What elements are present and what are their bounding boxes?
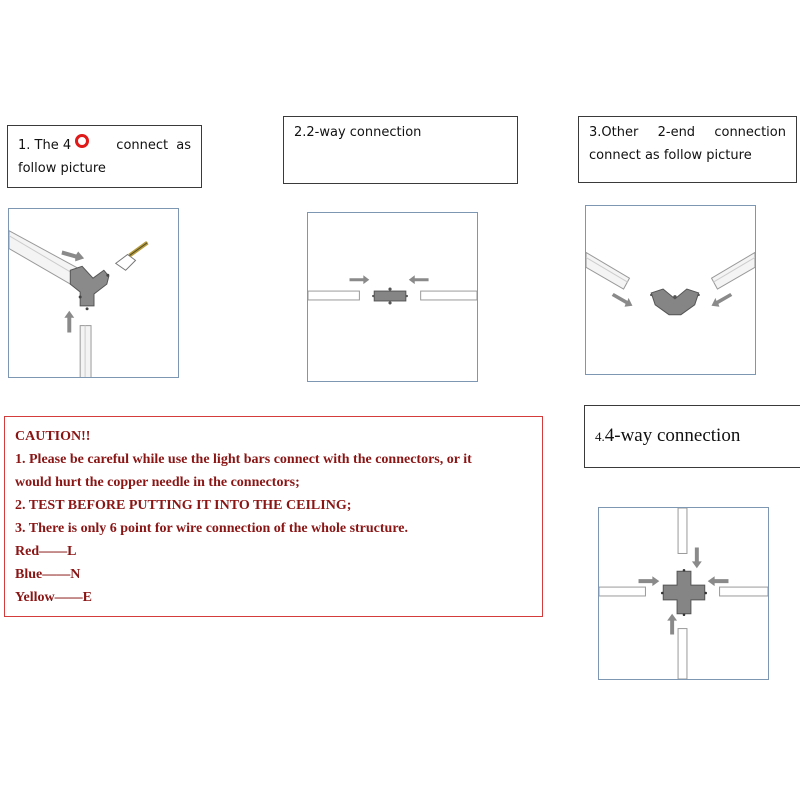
caution-item-2: 2. TEST BEFORE PUTTING IT INTO THE CEILING; bbox=[15, 498, 352, 513]
wire-terminal-e: E bbox=[82, 590, 93, 605]
step-3-word-3: connection bbox=[714, 125, 786, 140]
straight-connector-diagram bbox=[307, 212, 478, 382]
step-2-label-box bbox=[283, 116, 518, 184]
step-1-text-end: connect as bbox=[116, 138, 191, 153]
step-3-word-1: 3.Other bbox=[589, 125, 639, 140]
step-3-text-line2: connect as follow picture bbox=[589, 148, 752, 163]
wire-color-yellow: Yellow bbox=[15, 590, 55, 605]
wire-terminal-n: N bbox=[70, 567, 81, 582]
wire-sep: —— bbox=[54, 590, 83, 605]
wire-color-blue: Blue bbox=[15, 567, 43, 582]
step-2-text: 2.2-way connection bbox=[294, 125, 422, 140]
wiring-yellow bbox=[15, 586, 532, 609]
wiring-red bbox=[15, 540, 532, 563]
step-1-text-line2: follow picture bbox=[18, 161, 106, 176]
caution-item-1: 1. Please be careful while use the light bars connect with the connectors, or it bbox=[15, 452, 472, 467]
step-3-label-box bbox=[578, 116, 797, 183]
straight-connector-illustration bbox=[308, 213, 477, 381]
y-connector-diagram bbox=[8, 208, 179, 378]
step-1-label-box bbox=[7, 125, 202, 188]
wiring-blue bbox=[15, 563, 532, 586]
red-ring-icon bbox=[75, 134, 89, 148]
step-4-label-box bbox=[584, 405, 800, 468]
cross-connector-illustration bbox=[599, 508, 768, 679]
step-4-text: 4-way connection bbox=[604, 425, 741, 446]
wire-color-red: Red bbox=[15, 544, 40, 559]
angle-connector-diagram bbox=[585, 205, 756, 375]
step-3-word-2: 2-end bbox=[657, 125, 696, 140]
caution-item-3: 3. There is only 6 point for wire connection of the whole structure. bbox=[15, 521, 409, 536]
caution-title: CAUTION!! bbox=[15, 429, 91, 444]
wire-terminal-l: L bbox=[67, 544, 77, 559]
step-4-number: 4. bbox=[595, 429, 605, 444]
y-connector-illustration bbox=[9, 209, 178, 377]
caution-box bbox=[4, 416, 543, 617]
wire-sep: —— bbox=[42, 567, 71, 582]
step-1-text-start: 1. The 4 bbox=[18, 138, 72, 153]
caution-item-1-cont: would hurt the copper needle in the connectors; bbox=[15, 475, 300, 490]
cross-connector-diagram bbox=[598, 507, 769, 680]
angle-connector-illustration bbox=[586, 206, 755, 374]
wire-sep: —— bbox=[39, 544, 68, 559]
